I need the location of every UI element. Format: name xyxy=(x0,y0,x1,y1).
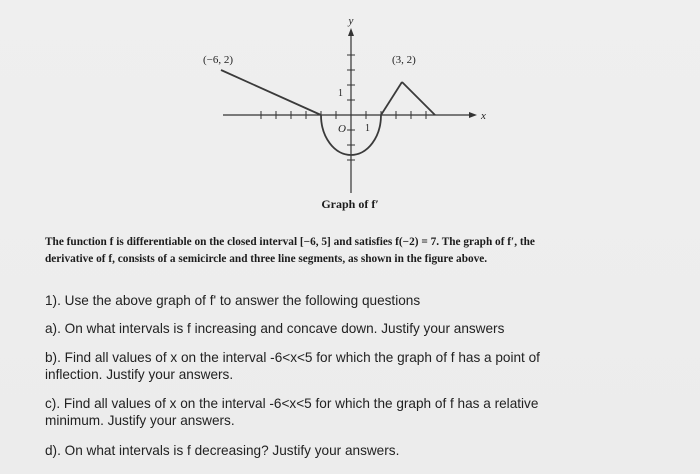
point-right-label: (3, 2) xyxy=(392,54,416,66)
question-1: 1). Use the above graph of f' to answer the following questions xyxy=(45,293,421,308)
graph-figure xyxy=(195,10,515,200)
graph-caption: Graph of f′ xyxy=(321,197,379,211)
problem-intro xyxy=(45,234,665,268)
question-b-line-2: inflection. Justify your answers. xyxy=(45,367,234,382)
segment-right xyxy=(402,82,435,115)
intro-line-1: The function f is differentiable on the closed interval [−6, 5] and satisfies f(−2) = 7. The graph of f′, the xyxy=(45,236,535,248)
question-a: a). On what intervals is f increasing and concave down. Justify your answers xyxy=(45,321,505,336)
question-c-line-2: minimum. Justify your answers. xyxy=(45,413,235,428)
question-c xyxy=(45,395,645,429)
question-c-line-1: c). Find all values of x on the interval -6<x<5 for which the graph of f has a relative xyxy=(45,396,539,411)
question-b xyxy=(45,349,645,383)
y-axis-label: y xyxy=(348,15,354,27)
segment-left xyxy=(221,70,321,115)
y-tick-one-label: 1 xyxy=(338,88,343,99)
intro-line-2: derivative of f, consists of a semicircle and three line segments, as shown in the figure above. xyxy=(45,253,488,265)
x-tick-one-label: 1 xyxy=(365,123,370,134)
question-b-line-1: b). Find all values of x on the interval -6<x<5 for which the graph of f has a point of xyxy=(45,350,540,365)
y-axis-arrow-icon xyxy=(348,28,354,36)
origin-label: O xyxy=(338,123,346,135)
point-left-label: (−6, 2) xyxy=(203,54,234,66)
segment-middle xyxy=(381,82,402,115)
derivative-graph xyxy=(195,10,515,200)
x-axis-arrow-icon xyxy=(469,112,477,118)
question-d: d). On what intervals is f decreasing? Justify your answers. xyxy=(45,443,400,458)
x-axis-label: x xyxy=(481,110,486,122)
